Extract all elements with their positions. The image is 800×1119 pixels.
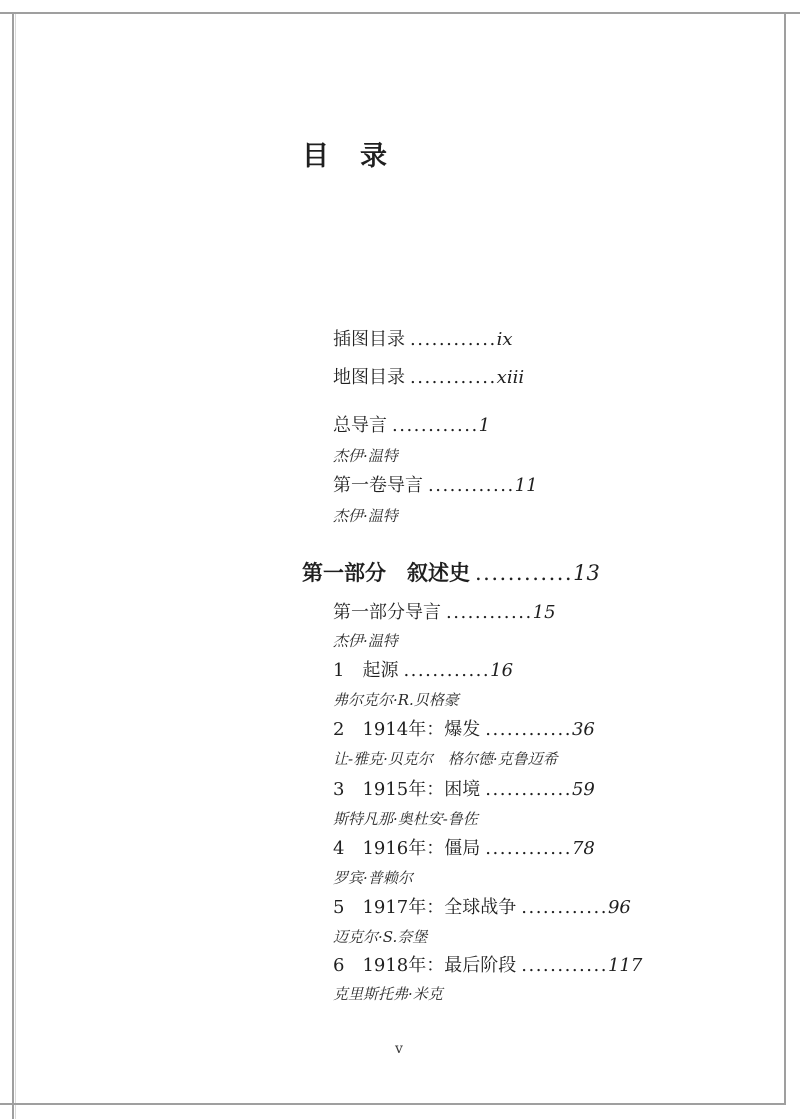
footer-page-number: v xyxy=(395,1041,403,1057)
page-edge-top-line xyxy=(0,12,800,14)
entry-page-number: 59 xyxy=(571,779,595,800)
page-edge-left-line xyxy=(12,12,14,1119)
entry-author: 罗宾·普赖尔 xyxy=(333,869,413,887)
entry-label: 3 1915年：困境 xyxy=(333,779,481,800)
entry-label: 地图目录 xyxy=(333,367,405,388)
entry-author: 让-雅克·贝克尔 格尔德·克鲁迈希 xyxy=(333,750,558,768)
entry-page-number: 117 xyxy=(607,955,643,976)
entry-author: 弗尔克尔·R.贝格豪 xyxy=(333,691,459,709)
leader-dots: ............ xyxy=(485,838,572,859)
toc-part-header xyxy=(302,561,777,585)
leader-dots: ............ xyxy=(403,660,491,681)
entry-page-number: 15 xyxy=(532,602,556,623)
entry-author: 斯特凡那·奥杜安-鲁佐 xyxy=(333,810,478,828)
entry-page-number: 36 xyxy=(571,719,595,740)
entry-author: 杰伊·温特 xyxy=(333,632,398,650)
entry-page-number: 96 xyxy=(607,897,631,918)
toc-content xyxy=(302,142,777,1003)
toc-entry-chapter3 xyxy=(333,780,777,800)
entry-page-number: 78 xyxy=(571,838,595,859)
entry-label: 插图目录 xyxy=(333,329,405,350)
toc-entry-chapter4 xyxy=(333,839,777,859)
leader-dots: ............ xyxy=(485,779,572,800)
entry-label: 5 1917年：全球战争 xyxy=(333,897,517,918)
entry-page-number: ix xyxy=(496,329,513,350)
toc-entry-chapter1 xyxy=(333,661,777,681)
entry-label: 4 1916年：僵局 xyxy=(333,838,481,859)
toc-entry-general-introduction xyxy=(333,416,777,436)
page-title: 目 录 xyxy=(302,141,389,172)
entry-page-number: 16 xyxy=(490,660,514,681)
leader-dots: ............ xyxy=(521,897,608,918)
leader-dots: ............ xyxy=(410,367,497,388)
entry-author: 克里斯托弗·米克 xyxy=(333,985,443,1003)
leader-dots: ............ xyxy=(410,329,497,350)
leader-dots: ............ xyxy=(485,719,572,740)
entry-label: 第一部分导言 xyxy=(333,602,441,623)
entry-label: 1 起源 xyxy=(333,660,399,681)
entry-page-number: 11 xyxy=(514,475,538,496)
entry-page-number: 1 xyxy=(478,415,491,436)
entry-label: 2 1914年：爆发 xyxy=(333,719,481,740)
toc-entry-volume1-introduction xyxy=(333,476,777,496)
toc-entry-chapter6 xyxy=(333,956,777,976)
leader-dots: ............ xyxy=(475,561,574,585)
entry-author: 迈克尔·S.奈堡 xyxy=(333,928,428,946)
leader-dots: ............ xyxy=(521,955,608,976)
leader-dots: ............ xyxy=(428,475,515,496)
toc-entry-chapter5 xyxy=(333,898,777,918)
entry-page-number: xiii xyxy=(496,367,525,388)
entry-label: 6 1918年：最后阶段 xyxy=(333,955,517,976)
toc-entry-part1-introduction xyxy=(333,603,777,623)
entry-author: 杰伊·温特 xyxy=(333,447,398,465)
entry-label: 总导言 xyxy=(333,415,387,436)
page-edge-right-line xyxy=(784,12,786,1105)
leader-dots: ............ xyxy=(392,415,479,436)
page-edge-bottom-line xyxy=(0,1103,786,1105)
entry-author: 杰伊·温特 xyxy=(333,507,398,525)
page-edge-left-shadow-line xyxy=(15,14,16,1119)
leader-dots: ............ xyxy=(446,602,533,623)
toc-entry-maps xyxy=(333,368,777,388)
entry-label: 第一卷导言 xyxy=(333,475,423,496)
toc-entry-illustrations xyxy=(333,330,777,350)
part-label: 第一部分 叙述史 xyxy=(302,560,470,585)
toc-entry-chapter2 xyxy=(333,720,777,740)
part-page-number: 13 xyxy=(573,561,600,585)
